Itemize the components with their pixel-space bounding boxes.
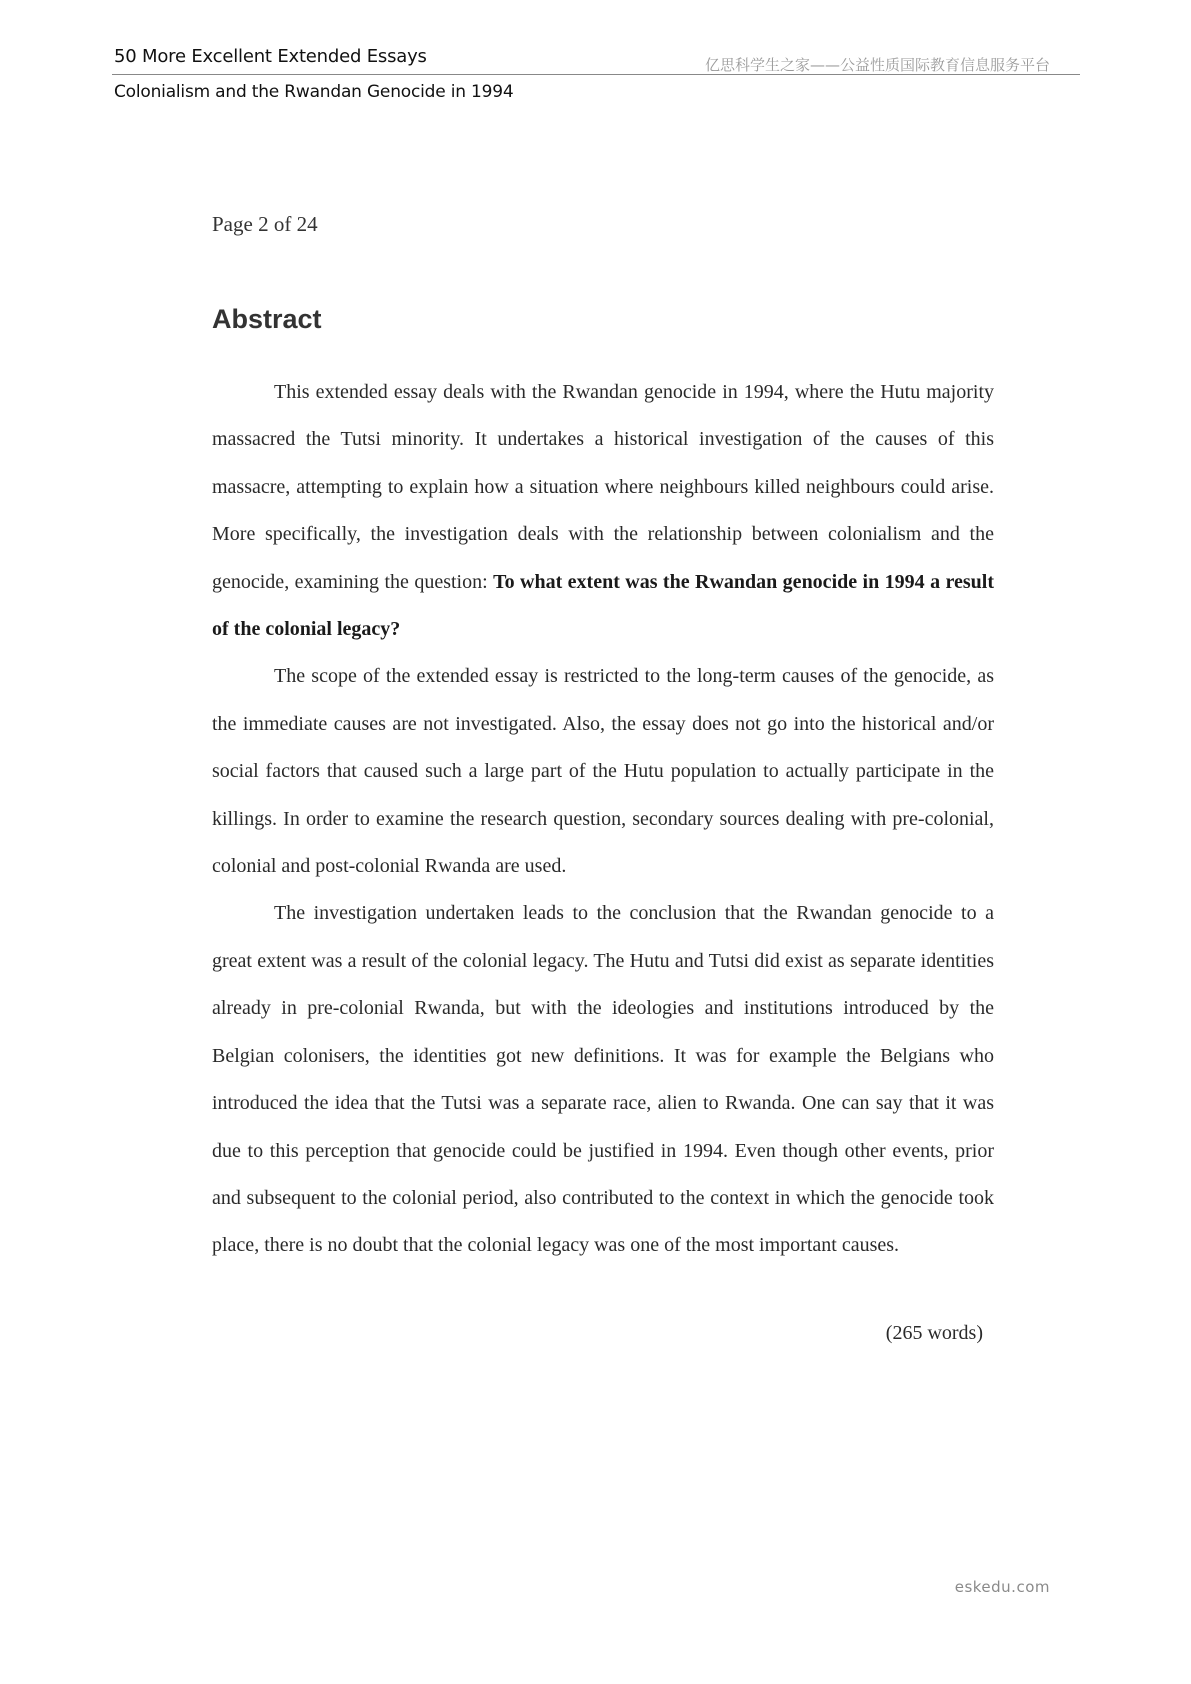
header-divider <box>112 74 1080 75</box>
research-question: To what extent was the Rwandan genocide in 1994 a result of the colonial legacy? <box>212 570 995 641</box>
abstract-paragraph-2: The scope of the extended essay is restricted to the long-term causes of the genocide, as the immediate causes are not investigated. Also, the essay does not go into the historical and/or social factors that caused such a large part of the Hutu population to actually participate in the killings. In order to examine the research question, secondary sources dealing with pre-colonial, colonial and post-colonial Rwanda are used. <box>212 665 994 878</box>
page-number: Page 2 of 24 <box>212 212 318 236</box>
abstract-paragraph-3: The investigation undertaken leads to the conclusion that the Rwandan genocide to a great extent was a result of the colonial legacy. The Hutu and Tutsi did exist as separate identities already in pre-colonial Rwanda, but with the ideologies and institutions introduced by the Belgian colonisers, the identities got new definitions. It was for example the Belgians who introduced the idea that the Tutsi was a separate race, alien to Rwanda. One can say that it was due to this perception that genocide could be justified in 1994. Even though other events, prior and subsequent to the colonial period, also contributed to the context in which the genocide took place, there is no doubt that the colonial legacy was one of the most important causes. <box>212 902 994 1257</box>
site-banner: 亿思科学生之家——公益性质国际教育信息服务平台 <box>704 56 1050 74</box>
abstract-body <box>212 369 994 1270</box>
abstract-heading: Abstract <box>212 304 322 334</box>
word-count: (265 words) <box>885 1322 983 1344</box>
essay-title: Colonialism and the Rwandan Genocide in 1994 <box>114 82 514 102</box>
abstract-paragraph-1 <box>212 369 994 653</box>
book-title: 50 More Excellent Extended Essays <box>114 46 427 67</box>
site-watermark: eskedu.com <box>954 1578 1050 1596</box>
paragraph-1-intro: This extended essay deals with the Rwandan genocide in 1994, where the Hutu majority massacred the Tutsi minority. It undertakes a historical investigation of the causes of this massacre, attempting to explain how a situation where neighbours killed neighbours could arise. More specifically, the investigation deals with the relationship between colonialism and the genocide, examining the question: <box>212 381 994 593</box>
